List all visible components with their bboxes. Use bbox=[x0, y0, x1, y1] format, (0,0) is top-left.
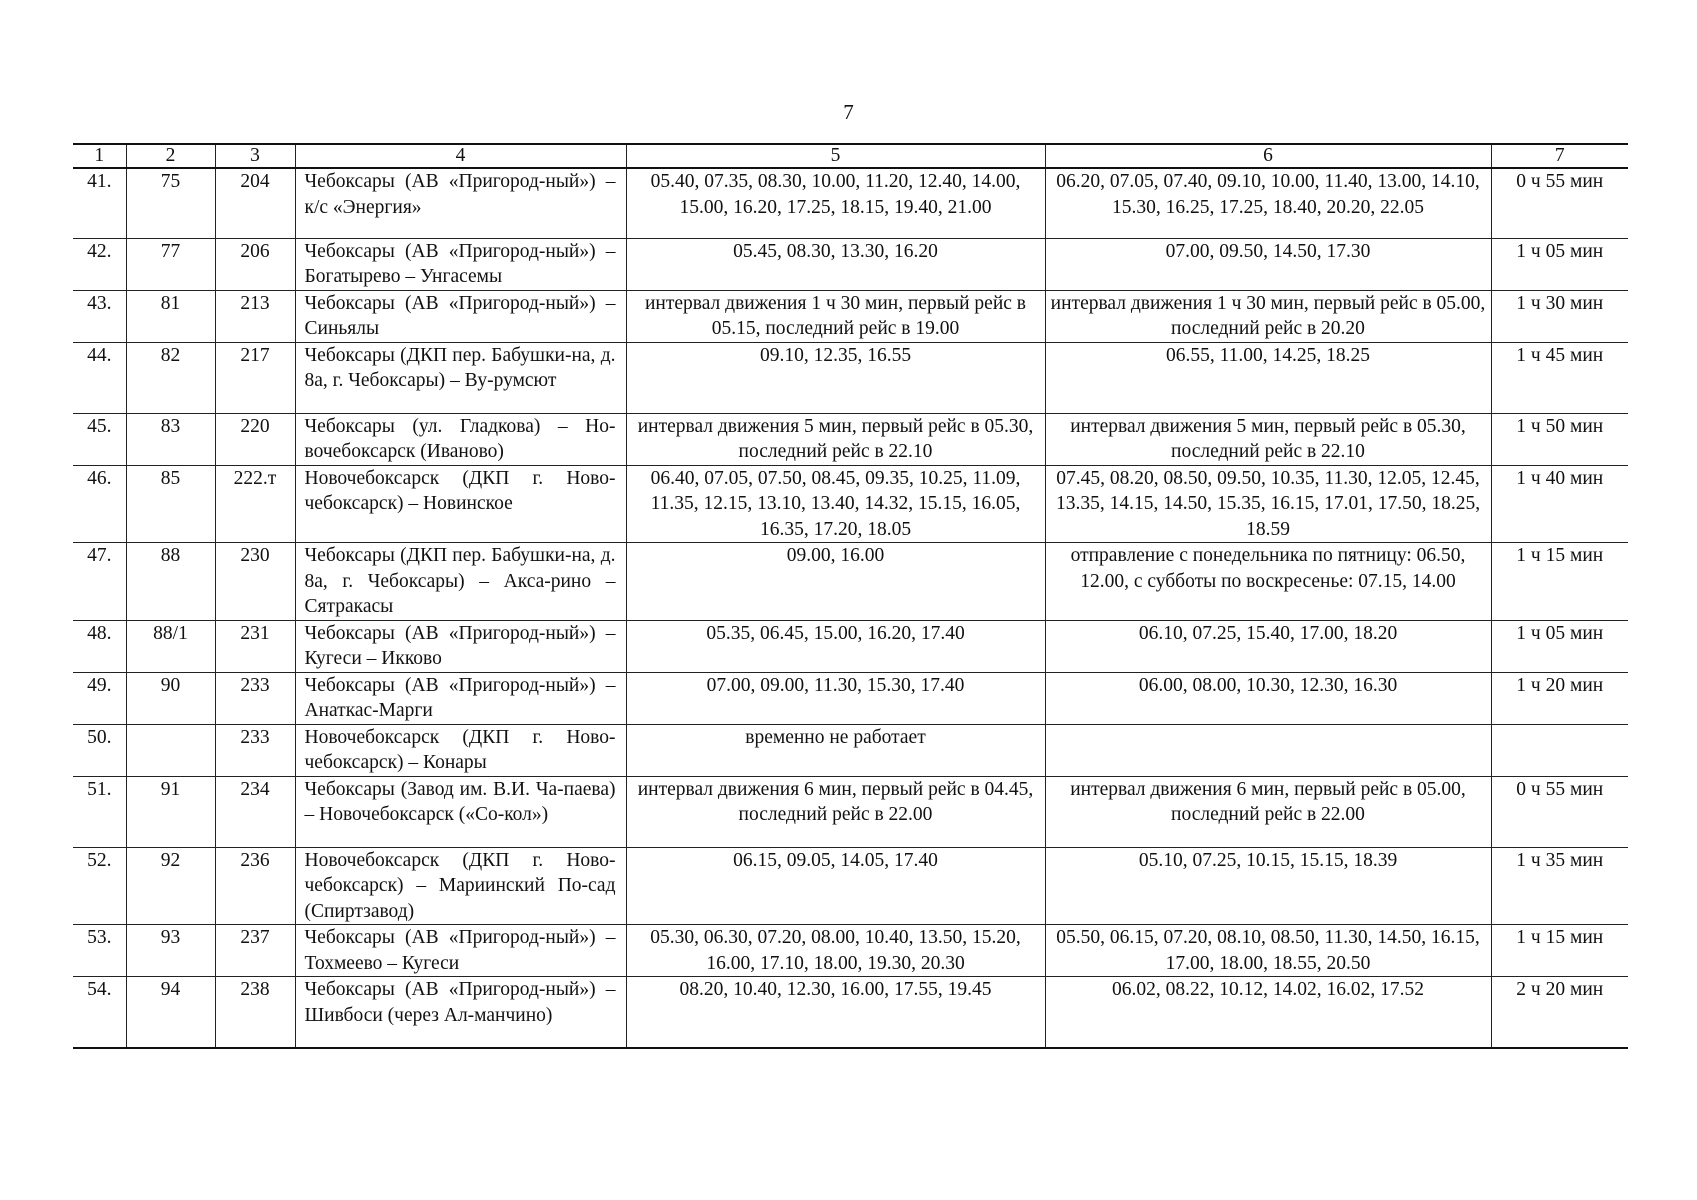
route-name-cell: Чебоксары (АВ «Пригород-ный») – к/с «Энергия» bbox=[295, 168, 626, 238]
row-number-cell: 41. bbox=[73, 168, 126, 238]
departure-backward-cell: отправление с понедельника по пятницу: 06.50, 12.00, с субботы по воскресенье: 07.15, 14.00 bbox=[1045, 543, 1491, 621]
registry-number-cell: 213 bbox=[215, 290, 295, 342]
registry-number-cell: 220 bbox=[215, 413, 295, 465]
registry-number-cell: 217 bbox=[215, 342, 295, 413]
header-col-3: 3 bbox=[215, 144, 295, 168]
departure-forward-cell: 07.00, 09.00, 11.30, 15.30, 17.40 bbox=[626, 672, 1045, 724]
registry-number-cell: 238 bbox=[215, 977, 295, 1048]
table-row bbox=[73, 342, 1628, 413]
table-row bbox=[73, 847, 1628, 925]
departure-backward-cell: интервал движения 5 мин, первый рейс в 05.30, последний рейс в 22.10 bbox=[1045, 413, 1491, 465]
header-col-4: 4 bbox=[295, 144, 626, 168]
route-name-cell: Новочебоксарск (ДКП г. Ново-чебоксарск) – Новинское bbox=[295, 465, 626, 543]
registry-number-cell: 237 bbox=[215, 925, 295, 977]
row-number-cell: 54. bbox=[73, 977, 126, 1048]
route-name-cell: Чебоксары (АВ «Пригород-ный») – Синьялы bbox=[295, 290, 626, 342]
travel-time-cell: 1 ч 50 мин bbox=[1491, 413, 1628, 465]
registry-number-cell: 230 bbox=[215, 543, 295, 621]
departure-forward-cell: 09.10, 12.35, 16.55 bbox=[626, 342, 1045, 413]
row-number-cell: 47. bbox=[73, 543, 126, 621]
route-number-cell: 81 bbox=[126, 290, 215, 342]
table-row bbox=[73, 413, 1628, 465]
table-row bbox=[73, 977, 1628, 1048]
route-number-cell bbox=[126, 724, 215, 776]
travel-time-cell: 1 ч 15 мин bbox=[1491, 925, 1628, 977]
route-name-cell: Чебоксары (АВ «Пригород-ный») – Тохмеево – Кугеси bbox=[295, 925, 626, 977]
table-row bbox=[73, 543, 1628, 621]
route-name-cell: Чебоксары (ДКП пер. Бабушки-на, д. 8а, г. Чебоксары) – Акса-рино – Сятракасы bbox=[295, 543, 626, 621]
departure-forward-cell: интервал движения 5 мин, первый рейс в 05.30, последний рейс в 22.10 bbox=[626, 413, 1045, 465]
departure-backward-cell: 06.55, 11.00, 14.25, 18.25 bbox=[1045, 342, 1491, 413]
header-col-7: 7 bbox=[1491, 144, 1628, 168]
row-number-cell: 51. bbox=[73, 776, 126, 847]
route-number-cell: 83 bbox=[126, 413, 215, 465]
route-number-cell: 75 bbox=[126, 168, 215, 238]
row-number-cell: 50. bbox=[73, 724, 126, 776]
row-number-cell: 43. bbox=[73, 290, 126, 342]
route-number-cell: 82 bbox=[126, 342, 215, 413]
table-row bbox=[73, 465, 1628, 543]
departure-forward-cell: 09.00, 16.00 bbox=[626, 543, 1045, 621]
route-name-cell: Чебоксары (АВ «Пригород-ный») – Анаткас-Марги bbox=[295, 672, 626, 724]
travel-time-cell: 1 ч 05 мин bbox=[1491, 238, 1628, 290]
row-number-cell: 48. bbox=[73, 620, 126, 672]
table-row bbox=[73, 776, 1628, 847]
route-number-cell: 92 bbox=[126, 847, 215, 925]
departure-backward-cell: 06.00, 08.00, 10.30, 12.30, 16.30 bbox=[1045, 672, 1491, 724]
route-name-cell: Новочебоксарск (ДКП г. Ново-чебоксарск) – Конары bbox=[295, 724, 626, 776]
travel-time-cell: 1 ч 30 мин bbox=[1491, 290, 1628, 342]
departure-backward-cell bbox=[1045, 724, 1491, 776]
header-col-6: 6 bbox=[1045, 144, 1491, 168]
schedule-table bbox=[73, 143, 1628, 1049]
departure-forward-cell: 05.45, 08.30, 13.30, 16.20 bbox=[626, 238, 1045, 290]
header-col-1: 1 bbox=[73, 144, 126, 168]
departure-backward-cell: 06.20, 07.05, 07.40, 09.10, 10.00, 11.40, 13.00, 14.10, 15.30, 16.25, 17.25, 18.40, 20.20, 22.05 bbox=[1045, 168, 1491, 238]
departure-forward-cell: интервал движения 6 мин, первый рейс в 04.45, последний рейс в 22.00 bbox=[626, 776, 1045, 847]
departure-forward-cell: 08.20, 10.40, 12.30, 16.00, 17.55, 19.45 bbox=[626, 977, 1045, 1048]
table-row bbox=[73, 925, 1628, 977]
row-number-cell: 46. bbox=[73, 465, 126, 543]
departure-backward-cell: 05.10, 07.25, 10.15, 15.15, 18.39 bbox=[1045, 847, 1491, 925]
departure-forward-cell: 06.15, 09.05, 14.05, 17.40 bbox=[626, 847, 1045, 925]
table-row bbox=[73, 620, 1628, 672]
row-number-cell: 44. bbox=[73, 342, 126, 413]
departure-forward-cell: интервал движения 1 ч 30 мин, первый рейс в 05.15, последний рейс в 19.00 bbox=[626, 290, 1045, 342]
departure-forward-cell: 06.40, 07.05, 07.50, 08.45, 09.35, 10.25, 11.09, 11.35, 12.15, 13.10, 13.40, 14.32, 15.15, 16.05, 16.35, 17.20, 18.05 bbox=[626, 465, 1045, 543]
route-number-cell: 88 bbox=[126, 543, 215, 621]
travel-time-cell: 0 ч 55 мин bbox=[1491, 168, 1628, 238]
route-name-cell: Чебоксары (Завод им. В.И. Ча-паева) – Новочебоксарск («Со-кол») bbox=[295, 776, 626, 847]
registry-number-cell: 233 bbox=[215, 724, 295, 776]
departure-forward-cell: 05.40, 07.35, 08.30, 10.00, 11.20, 12.40, 14.00, 15.00, 16.20, 17.25, 18.15, 19.40, 21.00 bbox=[626, 168, 1045, 238]
route-number-cell: 93 bbox=[126, 925, 215, 977]
departure-forward-cell: временно не работает bbox=[626, 724, 1045, 776]
departure-backward-cell: интервал движения 1 ч 30 мин, первый рейс в 05.00, последний рейс в 20.20 bbox=[1045, 290, 1491, 342]
travel-time-cell: 1 ч 15 мин bbox=[1491, 543, 1628, 621]
departure-backward-cell: 07.45, 08.20, 08.50, 09.50, 10.35, 11.30, 12.05, 12.45, 13.35, 14.15, 14.50, 15.35, 16.15, 17.01, 17.50, 18.25, 18.59 bbox=[1045, 465, 1491, 543]
row-number-cell: 49. bbox=[73, 672, 126, 724]
registry-number-cell: 204 bbox=[215, 168, 295, 238]
departure-backward-cell: интервал движения 6 мин, первый рейс в 05.00, последний рейс в 22.00 bbox=[1045, 776, 1491, 847]
header-col-2: 2 bbox=[126, 144, 215, 168]
registry-number-cell: 231 bbox=[215, 620, 295, 672]
travel-time-cell: 2 ч 20 мин bbox=[1491, 977, 1628, 1048]
page-number: 7 bbox=[843, 100, 854, 124]
route-name-cell: Чебоксары (АВ «Пригород-ный») – Шивбоси (через Ал-манчино) bbox=[295, 977, 626, 1048]
departure-forward-cell: 05.30, 06.30, 07.20, 08.00, 10.40, 13.50, 15.20, 16.00, 17.10, 18.00, 19.30, 20.30 bbox=[626, 925, 1045, 977]
registry-number-cell: 222.т bbox=[215, 465, 295, 543]
route-number-cell: 91 bbox=[126, 776, 215, 847]
departure-forward-cell: 05.35, 06.45, 15.00, 16.20, 17.40 bbox=[626, 620, 1045, 672]
registry-number-cell: 233 bbox=[215, 672, 295, 724]
travel-time-cell: 1 ч 45 мин bbox=[1491, 342, 1628, 413]
table-row bbox=[73, 672, 1628, 724]
table-row bbox=[73, 168, 1628, 238]
departure-backward-cell: 07.00, 09.50, 14.50, 17.30 bbox=[1045, 238, 1491, 290]
registry-number-cell: 236 bbox=[215, 847, 295, 925]
route-name-cell: Чебоксары (АВ «Пригород-ный») – Кугеси – Икково bbox=[295, 620, 626, 672]
row-number-cell: 52. bbox=[73, 847, 126, 925]
header-row bbox=[73, 144, 1628, 168]
route-name-cell: Чебоксары (ДКП пер. Бабушки-на, д. 8а, г. Чебоксары) – Ву-румсют bbox=[295, 342, 626, 413]
departure-backward-cell: 05.50, 06.15, 07.20, 08.10, 08.50, 11.30, 14.50, 16.15, 17.00, 18.00, 18.55, 20.50 bbox=[1045, 925, 1491, 977]
route-number-cell: 90 bbox=[126, 672, 215, 724]
route-name-cell: Чебоксары (ул. Гладкова) – Но-вочебоксарск (Иваново) bbox=[295, 413, 626, 465]
travel-time-cell: 1 ч 20 мин bbox=[1491, 672, 1628, 724]
route-name-cell: Чебоксары (АВ «Пригород-ный») – Богатырево – Унгасемы bbox=[295, 238, 626, 290]
table-row bbox=[73, 238, 1628, 290]
route-number-cell: 85 bbox=[126, 465, 215, 543]
travel-time-cell bbox=[1491, 724, 1628, 776]
header-col-5: 5 bbox=[626, 144, 1045, 168]
registry-number-cell: 206 bbox=[215, 238, 295, 290]
route-name-cell: Новочебоксарск (ДКП г. Ново-чебоксарск) – Мариинский По-сад (Спиртзавод) bbox=[295, 847, 626, 925]
table-row bbox=[73, 290, 1628, 342]
departure-backward-cell: 06.10, 07.25, 15.40, 17.00, 18.20 bbox=[1045, 620, 1491, 672]
route-number-cell: 94 bbox=[126, 977, 215, 1048]
travel-time-cell: 1 ч 40 мин bbox=[1491, 465, 1628, 543]
table-header bbox=[73, 144, 1628, 168]
departure-backward-cell: 06.02, 08.22, 10.12, 14.02, 16.02, 17.52 bbox=[1045, 977, 1491, 1048]
table-row bbox=[73, 724, 1628, 776]
travel-time-cell: 0 ч 55 мин bbox=[1491, 776, 1628, 847]
registry-number-cell: 234 bbox=[215, 776, 295, 847]
row-number-cell: 53. bbox=[73, 925, 126, 977]
row-number-cell: 42. bbox=[73, 238, 126, 290]
table-body bbox=[73, 168, 1628, 1048]
travel-time-cell: 1 ч 35 мин bbox=[1491, 847, 1628, 925]
travel-time-cell: 1 ч 05 мин bbox=[1491, 620, 1628, 672]
route-number-cell: 88/1 bbox=[126, 620, 215, 672]
route-number-cell: 77 bbox=[126, 238, 215, 290]
row-number-cell: 45. bbox=[73, 413, 126, 465]
